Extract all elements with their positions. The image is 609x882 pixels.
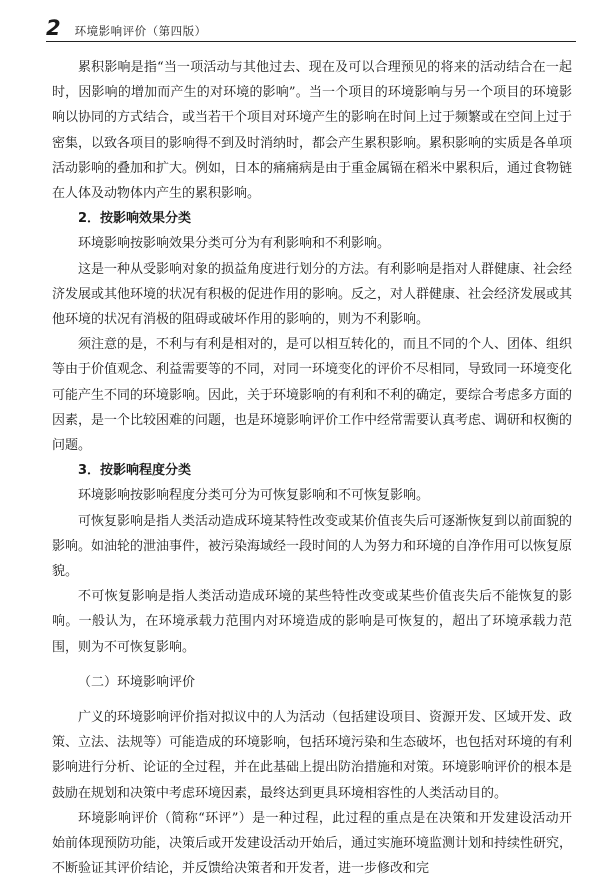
- running-title: 环境影响评价（第四版）: [74, 24, 207, 38]
- paragraph-eia-broad: 广义的环境影响评价指对拟议中的人为活动（包括建设项目、资源开发、区域开发、政策、立法、法规等）可能造成的环境影响，包括环境污染和生态破坏，也包括对环境的有利影响进行分析、论证的全过程，并在此基础上提出防治措施和对策。环境影响评价的根本是鼓励在规划和决策中考虑环境因素，最终达到更具环境相容性的人类活动目的。: [52, 710, 573, 801]
- heading-by-effect: 2．按影响效果分类: [78, 211, 192, 227]
- paragraph-effect-classes: 环境影响按影响效果分类可分为有利影响和不利影响。: [78, 236, 391, 252]
- paragraph-eia-process: 环境影响评价（简称“环评”）是一种过程，此过程的重点是在决策和开发建设活动开始前体现预防功能，决策后或开发建设活动开始后，通过实施环境监测计划和持续性研究，不断验证其评价结论，并反馈给决策者和开发者，进一步修改和完: [52, 810, 573, 877]
- section-heading-eia: （二）环境影响评价: [78, 674, 196, 690]
- paragraph-irrecoverable: 不可恢复影响是指人类活动造成环境的某些特性改变或某些价值丧失后不能恢复的影响。一般认为，在环境承载力范围内对环境造成的影响是可恢复的，超出了环境承载力范围，则为不可恢复影响。: [52, 589, 572, 655]
- heading-by-degree: 3．按影响程度分类: [78, 463, 192, 479]
- paragraph-beneficial-adverse: 这是一种从受影响对象的损益角度进行划分的方法。有利影响是指对人群健康、社会经济发展或其他环境的状况有积极的促进作用的影响。反之，对人群健康、社会经济发展或其他环境的状况有消极的阻碍或破坏作用的影响的，则为不利影响。: [52, 261, 573, 328]
- paragraph-relativity: 须注意的是，不利与有利是相对的，是可以相互转化的，而且不同的个人、团体、组织等由于价值观念、利益需要等的不同，对同一环境变化的评价不尽相同，导致同一环境变化可能产生不同的环境影响。因此，关于环境影响的有利和不利的确定，要综合考虑多方面的因素，是一个比较困难的问题，也是环境影响评价工作中经常需要认真考虑、调研和权衡的问题。: [52, 337, 573, 454]
- paragraph-degree-classes: 环境影响按影响程度分类可分为可恢复影响和不可恢复影响。: [78, 488, 430, 504]
- paragraph-cumulative-impact: 累积影响是指“当一项活动与其他过去、现在及可以合理预见的将来的活动结合在一起时，因影响的增加而产生的对环境的影响”。当一个项目的环境影响与另一个项目的环境影响以协同的方式结合，或当若干个项目对环境产生的影响在时间上过于频繁或在空间上过于密集，以致各项目的影响得不到及时消纳时，都会产生累积影响。累积影响的实质是各单项活动影响的叠加和扩大。例如，日本的痛痛病是由于重金属镉在稻米中累积后，通过食物链在人体及动物体内产生的累积影响。: [52, 60, 573, 202]
- page-number: 2: [46, 16, 61, 40]
- header-rule: [46, 41, 576, 42]
- page-header: [46, 10, 576, 40]
- paragraph-recoverable: 可恢复影响是指人类活动造成环境某特性改变或某价值丧失后可逐渐恢复到以前面貌的影响。如油轮的泄油事件，被污染海域经一段时间的人为努力和环境的自净作用可以恢复原貌。: [52, 513, 573, 580]
- page-body: [52, 55, 572, 882]
